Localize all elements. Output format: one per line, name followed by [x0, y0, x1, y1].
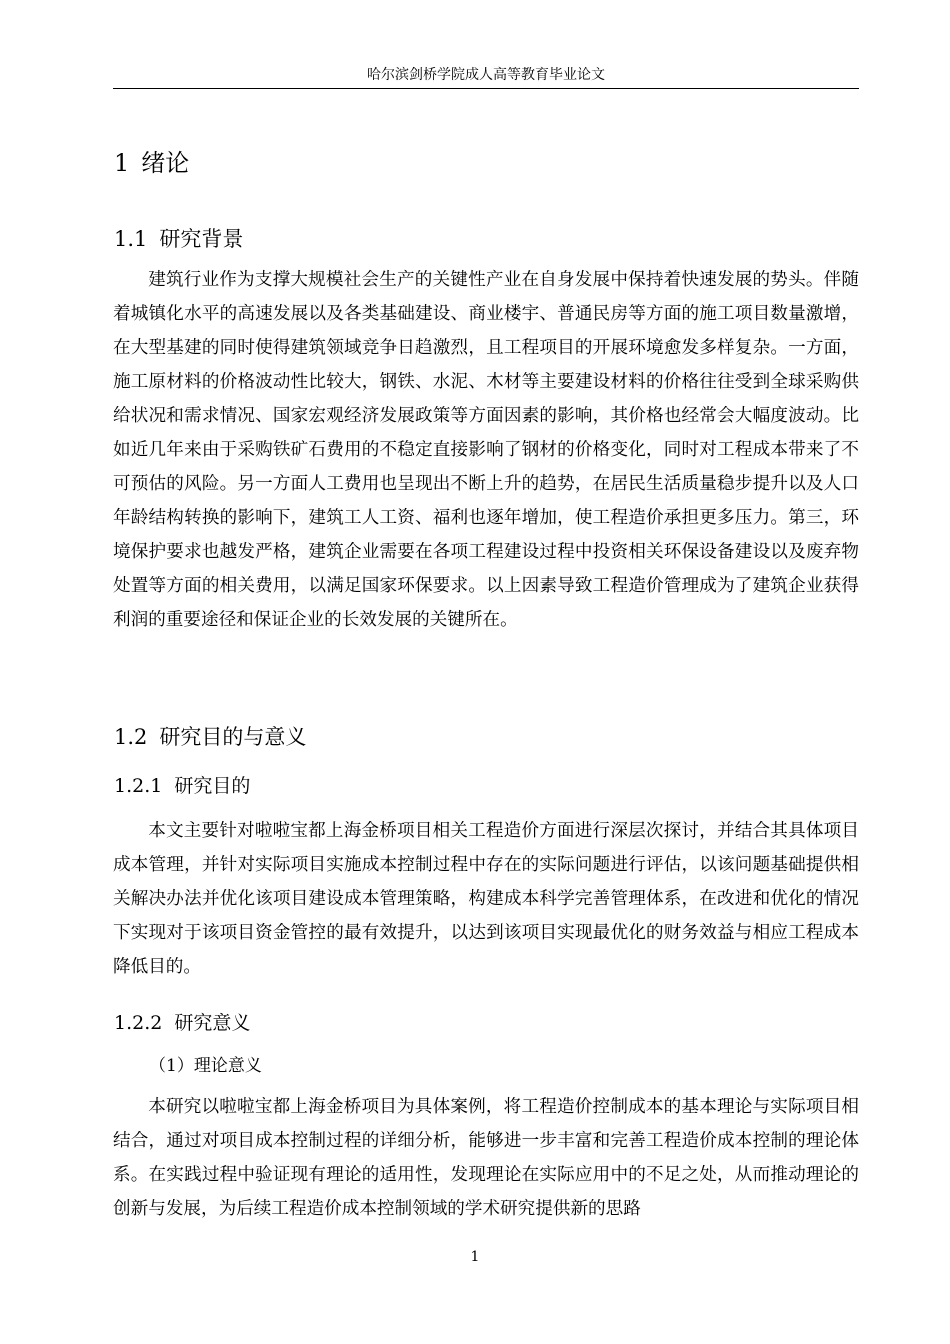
chapter-number: 1 [114, 149, 130, 177]
running-header: 哈尔滨剑桥学院成人高等教育毕业论文 [367, 67, 605, 83]
section-title: 研究目的 [174, 775, 251, 797]
section-number: 1.2.1 [114, 775, 163, 797]
section-heading-1-2-1 [114, 772, 250, 800]
theory-significance-label: （1）理论意义 [149, 1056, 262, 1076]
section-title: 研究意义 [174, 1012, 251, 1034]
section-number: 1.2 [114, 725, 148, 749]
header-rule [113, 88, 859, 89]
chapter-heading [114, 146, 189, 180]
section-heading-1-1 [114, 224, 243, 254]
paragraph-background: 建筑行业作为支撑大规模社会生产的关键性产业在自身发展中保持着快速发展的势头。伴随着城镇化水平的高速发展以及各类基础建设、商业楼宇、普通民房等方面的施工项目数量激增，在大型基建的同时使得建筑领域竞争日趋激烈，且工程项目的开展环境愈发多样复杂。一方面，施工原材料的价格波动性比较大，钢铁、水泥、木材等主要建设材料的价格往往受到全球采购供给状况和需求情况、国家宏观经济发展政策等方面因素的影响，其价格也经常会大幅度波动。比如近几年来由于采购铁矿石费用的不稳定直接影响了钢材的价格变化，同时对工程成本带来了不可预估的风险。另一方面人工费用也呈现出不断上升的趋势，在居民生活质量稳步提升以及人口年龄结构转换的影响下，建筑工人工资、福利也逐年增加，使工程造价承担更多压力。第三，环境保护要求也越发严格，建筑企业需要在各项工程建设过程中投资相关环保设备建设以及废弃物处置等方面的相关费用，以满足国家环保要求。以上因素导致工程造价管理成为了建筑企业获得利润的重要途径和保证企业的长效发展的关键所在。 [113, 270, 859, 630]
section-heading-1-2-2 [114, 1009, 250, 1037]
paragraph-theory: 本研究以啦啦宝都上海金桥项目为具体案例，将工程造价控制成本的基本理论与实际项目相结合，通过对项目成本控制过程的详细分析，能够进一步丰富和完善工程造价成本控制的理论体系。在实践过程中验证现有理论的适用性，发现理论在实际应用中的不足之处，从而推动理论的创新与发展，为后续工程造价成本控制领域的学术研究提供新的思路 [113, 1097, 859, 1219]
section-number: 1.1 [114, 227, 148, 251]
section-title: 研究目的与意义 [159, 725, 307, 749]
section-number: 1.2.2 [114, 1012, 163, 1034]
section-title: 研究背景 [159, 227, 244, 251]
paragraph-purpose: 本文主要针对啦啦宝都上海金桥项目相关工程造价方面进行深层次探讨，并结合其具体项目成本管理，并针对实际项目实施成本控制过程中存在的实际问题进行评估，以该问题基础提供相关解决办法并优化该项目建设成本管理策略，构建成本科学完善管理体系，在改进和优化的情况下实现对于该项目资金管控的最有效提升，以达到该项目实现最优化的财务效益与相应工程成本降低目的。 [113, 821, 859, 977]
page-number: 1 [470, 1249, 480, 1265]
chapter-title: 绪论 [141, 149, 190, 177]
section-heading-1-2 [114, 722, 306, 752]
